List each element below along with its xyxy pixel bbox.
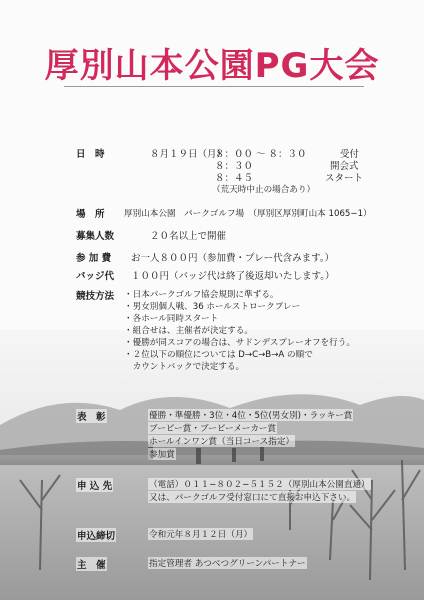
- time-opening: ８：３０: [215, 161, 254, 172]
- time-start: ８：４５: [215, 173, 254, 184]
- badge-value: １００円（バッジ代は終了後返却いたします。）: [131, 271, 335, 282]
- apply-window: 又は、パークゴルフ受付窓口にて直接お申込下さい。: [149, 493, 356, 503]
- event-reception: 受付: [340, 149, 360, 160]
- page-title: 厚別山本公園PG大会: [44, 46, 380, 86]
- event-start: スタート: [325, 173, 364, 184]
- date-day: ８月１９日（月）: [150, 149, 227, 160]
- deadline-label: 申込締切: [76, 528, 116, 542]
- capacity-label: 募集人数: [76, 231, 115, 242]
- fee-label: 参 加 費: [76, 253, 112, 264]
- deadline-value: 令和元年８月１２日（月）: [149, 530, 253, 540]
- rule-item: ・優勝が同スコアの場合は、サドンデスプレーオフを行う。: [124, 338, 355, 348]
- rules-label: 競技方法: [76, 291, 115, 302]
- event-opening: 開会式: [330, 161, 359, 172]
- awards-label: 表 彰: [76, 409, 107, 423]
- capacity-value: ２０名以上で開催: [150, 231, 227, 242]
- award-item: ブービー賞・ブービーメーカー賞: [149, 424, 277, 434]
- rule-item: ・各ホール同時スタート: [124, 314, 219, 324]
- organizer-label: 主 催: [76, 557, 107, 571]
- weather-note: （荒天時中止の場合あり）: [212, 185, 316, 195]
- date-label: 日 時: [76, 149, 105, 160]
- place-label: 場 所: [76, 209, 105, 220]
- rule-item: ・組合せは、主催者が決定する。: [124, 326, 253, 336]
- fee-value: お一人８００円（参加費・プレー代含みます。）: [131, 253, 335, 264]
- badge-label: バッジ代: [76, 271, 115, 282]
- award-item: 優勝・準優勝・3位・4位・5位(男女別)・ラッキー賞: [149, 411, 353, 421]
- rule-item: カウントバックで決定する。: [124, 362, 245, 372]
- title-underline: [64, 86, 364, 87]
- rule-item: ・男女別個人戦、36 ホールストロークプレー: [124, 302, 301, 312]
- time-reception: ８：００ 〜 ８：３０: [215, 149, 307, 160]
- rule-item: ・２位以下の順位については D→C→B→A の順で: [124, 350, 313, 360]
- place-value: 厚別山本公園 パークゴルフ場 （厚別区厚別町山本 1065−1）: [124, 209, 372, 219]
- award-item: 参加賞: [149, 450, 175, 460]
- apply-label: 申 込 先: [76, 478, 113, 492]
- rule-item: ・日本パークゴルフ協会規則に準ずる。: [124, 290, 279, 300]
- organizer-value: 指定管理者 あつべつグリーンパートナー: [149, 559, 306, 569]
- award-item: ホールインワン賞（当日コース指定）: [149, 437, 295, 447]
- apply-phone: （電話）０１１−８０２−５１５２（厚別山本公園直通）: [149, 480, 370, 490]
